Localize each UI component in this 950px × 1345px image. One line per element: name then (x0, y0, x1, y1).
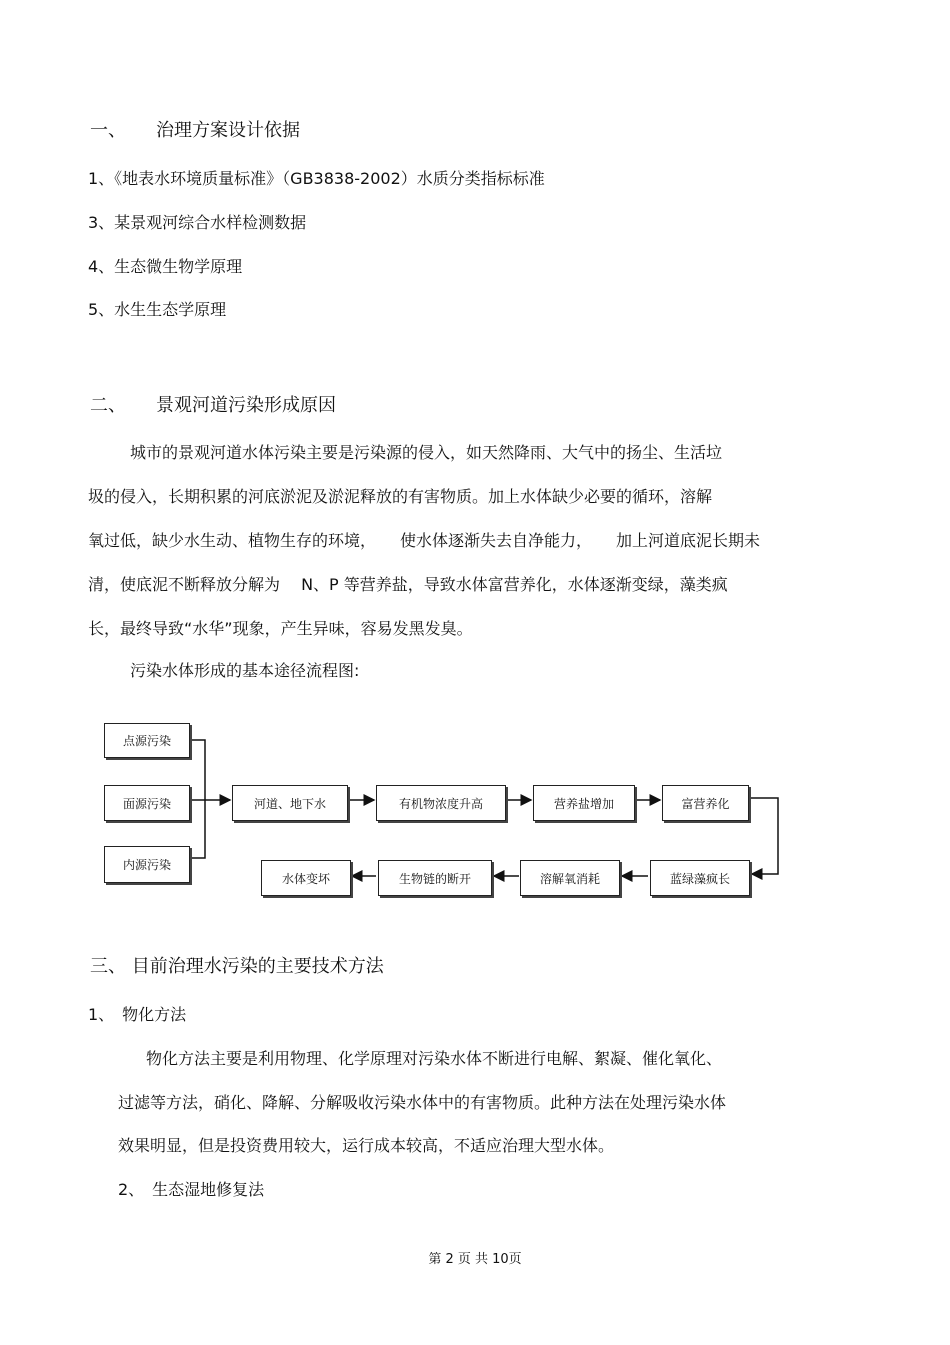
section1-item: 5、水生生态学原理 (88, 300, 227, 319)
flow-box-nonpoint-source: 面源污染 (104, 785, 190, 821)
page-footer: 第 2 页 共 10页 (428, 1252, 522, 1267)
section1-heading-number: 一、 (90, 120, 126, 141)
section1-item: 4、生态微生物学原理 (88, 257, 243, 276)
flow-box-eutrophication: 富营养化 (662, 785, 749, 821)
flow-box-river: 河道、地下水 (232, 785, 348, 821)
paragraph-line: 城市的景观河道水体污染主要是污染源的侵入，如天然降雨、大气中的扬尘、生活垃 (130, 443, 723, 462)
paragraph-line: 氧过低，缺少水生动、植物生存的环境， 使水体逐渐失去自净能力， 加上河道底泥长期未 (88, 531, 761, 550)
section1-item: 1、《地表水环境质量标准》（GB3838-2002）水质分类指标标准 (88, 169, 545, 188)
paragraph-line: 物化方法主要是利用物理、化学原理对污染水体不断进行电解、絮凝、催化氧化、 (146, 1049, 723, 1068)
flow-box-algae-bloom: 蓝绿藻疯长 (650, 860, 750, 896)
flow-box-oxygen-consumption: 溶解氧消耗 (520, 860, 620, 896)
paragraph-line: 清，使底泥不断释放分解为 N、P 等营养盐，导致水体富营养化，水体逐渐变绿，藻类疯 (88, 575, 728, 594)
paragraph-line: 圾的侵入，长期积累的河底淤泥及淤泥释放的有害物质。加上水体缺少必要的循环，溶解 (88, 487, 713, 506)
flow-box-organic-rise: 有机物浓度升高 (376, 785, 506, 821)
section2-heading: 景观河道污染形成原因 (156, 395, 336, 416)
paragraph-line: 长，最终导致“水华”现象，产生异味，容易发黑发臭。 (88, 619, 473, 638)
flow-box-point-source: 点源污染 (104, 723, 190, 758)
section3-heading: 三、 目前治理水污染的主要技术方法 (90, 956, 384, 977)
section2-heading-number: 二、 (90, 395, 126, 416)
flow-box-food-chain-break: 生物链的断开 (378, 860, 492, 896)
section1-heading: 治理方案设计依据 (156, 120, 300, 141)
flow-box-water-deteriorates: 水体变坏 (261, 860, 351, 896)
flowchart-intro: 污染水体形成的基本途径流程图: (130, 661, 360, 680)
paragraph-line: 过滤等方法，硝化、降解、分解吸收污染水体中的有害物质。此种方法在处理污染水体 (118, 1093, 727, 1112)
arrow-loop-down (749, 798, 778, 874)
paragraph-line: 效果明显，但是投资费用较大，运行成本较高，不适应治理大型水体。 (118, 1136, 615, 1155)
flow-box-nutrient-increase: 营养盐增加 (533, 785, 635, 821)
section1-item: 3、某景观河综合水样检测数据 (88, 213, 307, 232)
flow-box-internal-source: 内源污染 (104, 846, 190, 883)
source-merge-line (190, 740, 205, 858)
section3-sub2-title: 2、 生态湿地修复法 (118, 1180, 265, 1199)
section3-sub1-title: 1、 物化方法 (88, 1005, 187, 1024)
